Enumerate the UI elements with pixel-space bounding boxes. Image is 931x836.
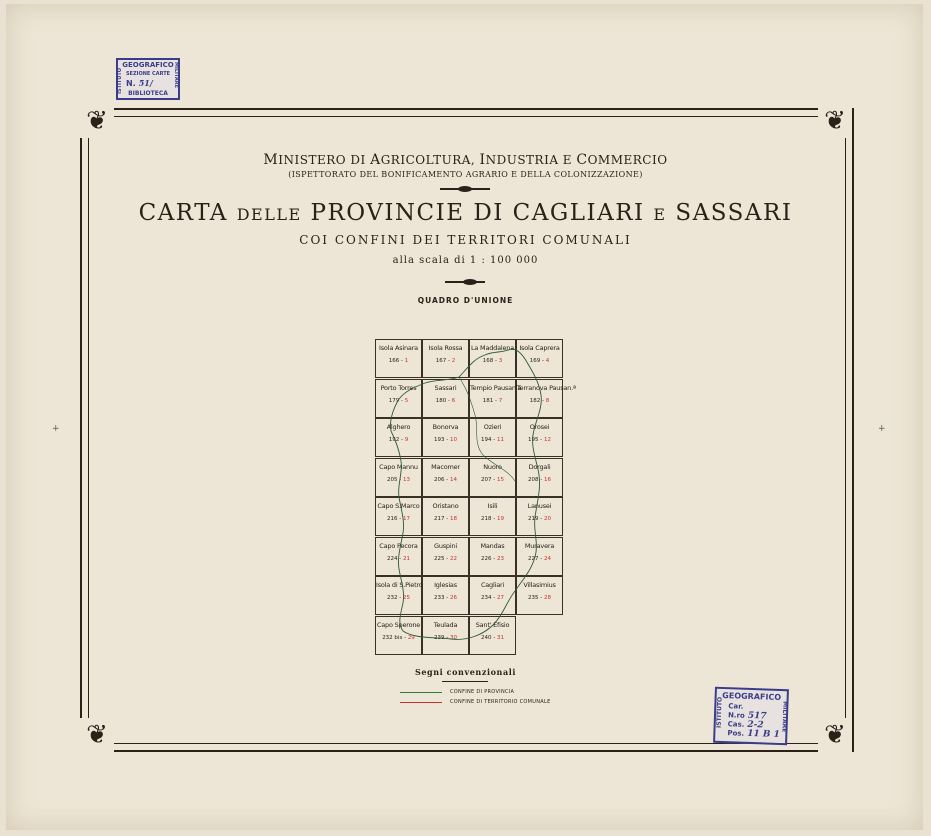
index-cell-number: 225 - 22 xyxy=(434,555,457,562)
index-cell xyxy=(422,458,469,497)
index-cell-number: 233 - 26 xyxy=(434,595,457,601)
index-cell-name: Terranova Pausan.ª xyxy=(517,383,576,392)
index-cell xyxy=(375,379,422,418)
index-cell-name: Orosei xyxy=(529,423,550,431)
index-cell-name: Iglesias xyxy=(434,581,457,589)
index-cell xyxy=(422,616,469,655)
index-cell-name: Nuoro xyxy=(483,462,502,471)
index-cell-name: Macomer xyxy=(431,462,460,471)
index-cell-number: 224 - 21 xyxy=(387,555,410,562)
archive-stamp-row: Car. xyxy=(728,702,744,711)
index-cell-name: Capo Sperone xyxy=(376,620,421,629)
index-cell-number: 179 - 5 xyxy=(388,397,409,404)
archive-stamp xyxy=(713,687,789,746)
legend-label-provincia: CONFINE DI PROVINCIA xyxy=(450,689,515,695)
legend-swatch-provincia xyxy=(400,692,442,693)
index-cell-number: 235 - 28 xyxy=(528,595,551,601)
index-cell xyxy=(375,576,422,615)
library-stamp xyxy=(116,58,180,100)
index-grid xyxy=(375,339,576,656)
index-cell-name: Muravera xyxy=(524,541,555,550)
index-cell xyxy=(516,576,563,615)
index-cell-number: 205 - 13 xyxy=(387,476,410,483)
index-cell-number: 227 - 24 xyxy=(528,555,551,562)
map-scale: alla scala di 1 : 100 000 xyxy=(392,255,539,266)
index-cell-name: Isola Rossa xyxy=(428,344,463,352)
index-cell-number: 216 - 17 xyxy=(387,516,410,522)
index-cell-name: Teulada xyxy=(433,620,458,629)
index-cell-name: Capo Mannu xyxy=(379,462,418,471)
archive-stamp-line-1: GEOGRAFICO xyxy=(722,690,782,703)
corner-ornament-bottom-right: ❦ xyxy=(818,718,852,752)
index-cell-name: Sassari xyxy=(434,383,457,392)
index-cell xyxy=(375,339,422,378)
index-cell-number: 195 - 12 xyxy=(528,437,551,443)
archive-stamp-row: N.ro 517 xyxy=(727,710,767,722)
ispettorato-line: (ISPETTORATO DEL BONIFICAMENTO AGRARIO E DELLA COLONIZZAZIONE) xyxy=(288,170,643,179)
corner-ornament-bottom-left: ❦ xyxy=(80,718,114,752)
ministry-heading: MINISTERO DI AGRICOLTURA, INDUSTRIA E COMMERCIO xyxy=(263,152,668,168)
index-cell xyxy=(422,339,469,378)
index-cell xyxy=(469,458,516,497)
index-cell xyxy=(422,576,469,615)
index-cell-name: Tempio Pausania xyxy=(470,383,522,392)
index-cell-number: 169 - 4 xyxy=(529,358,550,364)
index-cell xyxy=(422,497,469,536)
index-cell-name: Dorgali xyxy=(528,462,551,471)
scale-ornament xyxy=(445,281,485,283)
index-cell-number: 219 - 20 xyxy=(528,516,551,522)
index-cell-name: Porto Torres xyxy=(380,383,417,392)
index-cell xyxy=(516,339,563,378)
index-cell-name: Alghero xyxy=(386,423,411,431)
stamp-left-text: ISTITUTO xyxy=(117,68,123,94)
index-cell-name: Isola Asinara xyxy=(379,344,418,352)
registration-mark-left: + xyxy=(52,424,60,434)
stamp-number: N. 51/ xyxy=(126,78,153,88)
index-cell-name: Mandas xyxy=(480,541,505,550)
index-cell-number: 182 - 8 xyxy=(529,397,550,404)
index-cell xyxy=(375,418,422,457)
index-cell-name: Sant' Efisio xyxy=(475,620,510,629)
index-cell-number: 239 - 30 xyxy=(434,634,457,641)
index-cell-name: Oristano xyxy=(432,502,459,510)
index-cell-name: Isola Caprera xyxy=(519,344,560,352)
index-cell-number: 194 - 11 xyxy=(481,437,504,443)
index-cell xyxy=(516,497,563,536)
index-cell xyxy=(469,537,516,576)
map-subtitle: COI CONFINI DEI TERRITORI COMUNALI xyxy=(299,233,632,247)
index-cell-name: Capo Pecora xyxy=(379,541,418,550)
index-cell xyxy=(422,418,469,457)
index-cell-number: 218 - 19 xyxy=(481,516,504,522)
stamp-right-text: MILITARE xyxy=(173,62,179,89)
index-cell-name: Ozieri xyxy=(483,423,502,431)
index-cell-number: 240 - 31 xyxy=(481,634,504,641)
index-cell-number: 166 - 1 xyxy=(388,358,409,364)
index-cell-name: Isola di S.Pietro xyxy=(376,581,423,589)
index-cell xyxy=(469,418,516,457)
index-cell-name: Capo S.Marco xyxy=(377,502,420,510)
index-cell xyxy=(516,458,563,497)
index-cell xyxy=(516,379,576,418)
archive-stamp-right-text: MILITARE xyxy=(780,701,789,733)
index-cell xyxy=(375,616,422,655)
index-cell xyxy=(469,379,522,418)
stamp-line-1: GEOGRAFICO xyxy=(122,61,174,69)
index-heading: QUADRO D'UNIONE xyxy=(417,296,514,305)
index-cell-name: Bonorva xyxy=(432,423,459,431)
index-cell-number: 168 - 3 xyxy=(482,358,503,364)
legend-swatch-comunale xyxy=(400,702,442,703)
index-cell-number: 180 - 6 xyxy=(435,397,456,404)
index-cell-name: Cagliari xyxy=(480,581,505,589)
index-cell-number: 232 bis - 29 xyxy=(382,634,415,641)
index-cell xyxy=(375,497,422,536)
index-cell-name: Villasimius xyxy=(523,581,556,589)
map-title: CARTA DELLE PROVINCIE DI CAGLIARI E SASSARI xyxy=(138,200,793,226)
index-cell-name: La Maddalena xyxy=(470,344,514,352)
index-cell xyxy=(469,497,516,536)
registration-mark-right: + xyxy=(878,424,886,434)
index-cell-name: Guspini xyxy=(433,541,457,550)
index-cell xyxy=(516,418,563,457)
index-cell xyxy=(422,537,469,576)
legend-label-comunale: CONFINE DI TERRITORIO COMUNALE xyxy=(450,699,551,705)
index-cell-number: 217 - 18 xyxy=(434,516,457,522)
index-cell-number: 193 - 10 xyxy=(434,437,457,443)
index-cell xyxy=(375,537,422,576)
stamp-line-4: BIBLIOTECA xyxy=(128,90,168,97)
index-cell xyxy=(422,379,469,418)
index-cell-number: 181 - 7 xyxy=(482,397,503,404)
index-cell-number: 208 - 16 xyxy=(528,476,551,483)
index-cell-number: 206 - 14 xyxy=(434,476,457,483)
index-cell-number: 226 - 23 xyxy=(481,555,504,562)
index-cell-name: Lanusei xyxy=(527,502,552,510)
header-ornament xyxy=(440,188,490,190)
index-cell-number: 207 - 15 xyxy=(481,476,504,483)
index-cell-number: 234 - 27 xyxy=(481,595,504,601)
index-cell-number: 192 - 9 xyxy=(388,437,409,443)
archive-stamp-left-text: ISTITUTO xyxy=(715,696,724,729)
index-cell xyxy=(469,616,516,655)
index-cell xyxy=(469,576,516,615)
legend-separator xyxy=(442,681,488,682)
index-cell-name: Isili xyxy=(487,502,498,510)
archive-stamp-row: Cas. 2-2 xyxy=(727,719,764,731)
corner-ornament-top-left: ❦ xyxy=(80,104,114,138)
legend-title: Segni convenzionali xyxy=(414,667,517,677)
index-cell-number: 232 - 25 xyxy=(387,595,410,601)
index-cell-number: 167 - 2 xyxy=(435,358,456,364)
archive-stamp-row: Pos. 11 B 1 xyxy=(727,728,780,741)
index-cell xyxy=(469,339,516,378)
index-cell xyxy=(375,458,422,497)
corner-ornament-top-right: ❦ xyxy=(818,104,852,138)
stamp-line-2: SEZIONE CARTE xyxy=(125,71,171,77)
index-cell xyxy=(516,537,563,576)
